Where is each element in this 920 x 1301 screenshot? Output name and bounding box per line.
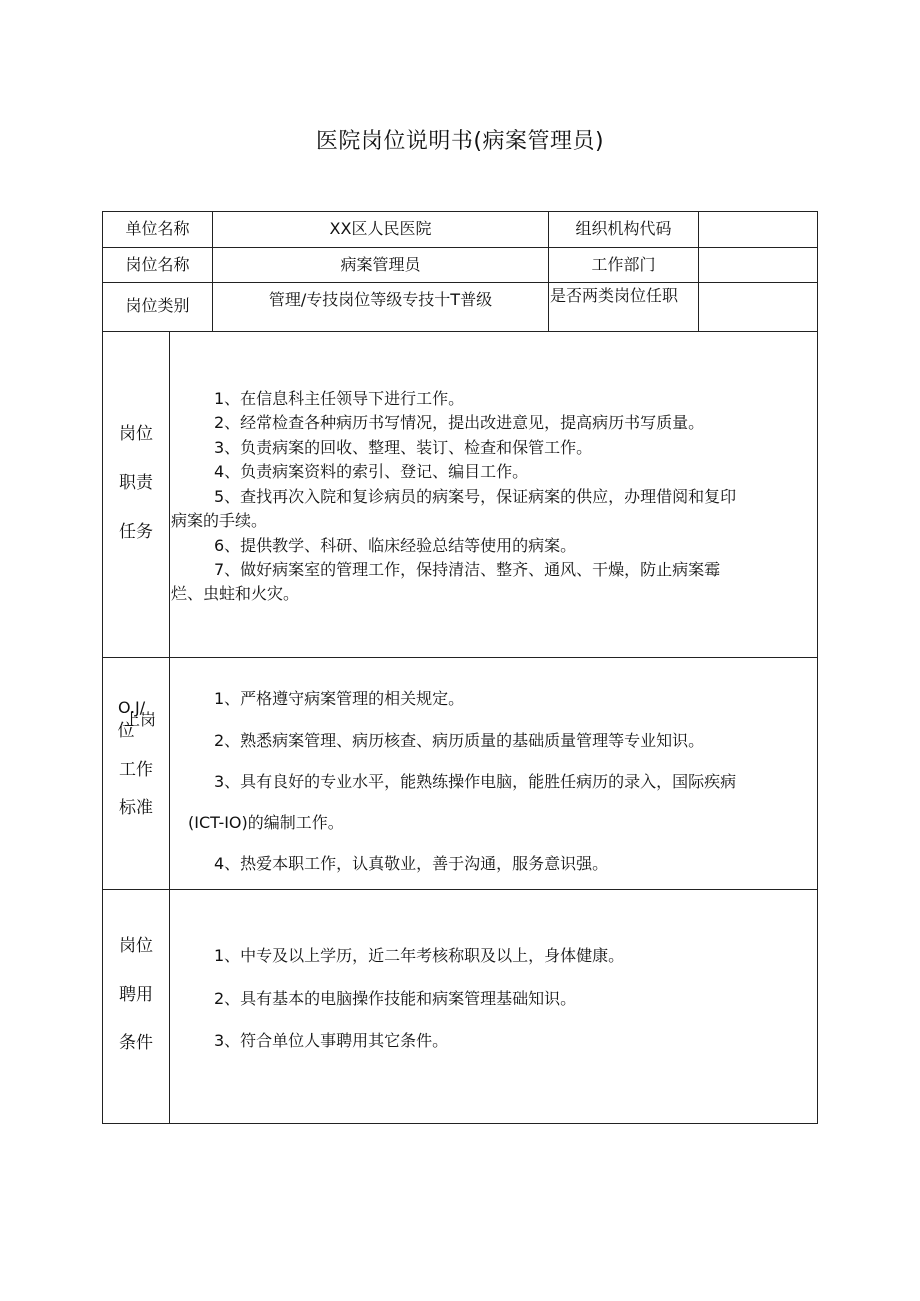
duty-item: 5、查找再次入院和复诊病员的病案号，保证病案的供应，办理借阅和复印 bbox=[214, 487, 737, 506]
grid-line bbox=[698, 211, 699, 331]
grid-line bbox=[102, 282, 818, 283]
standard-item: 4、热爱本职工作，认真敬业，善于沟通，服务意识强。 bbox=[214, 854, 609, 873]
requirement-item: 1、中专及以上学历，近二年考核称职及以上，身体健康。 bbox=[214, 946, 625, 965]
standards-label-line: 位 bbox=[117, 721, 135, 741]
standards-label-line: 标准 bbox=[119, 798, 153, 818]
dual-post-label: 是否两类岗位任职 bbox=[550, 286, 679, 305]
dept-label: 工作部门 bbox=[591, 255, 656, 274]
standard-item: 3、具有良好的专业水平，能熟练操作电脑，能胜任病历的录入，国际疾病 bbox=[214, 772, 737, 791]
requirement-item: 2、具有基本的电脑操作技能和病案管理基础知识。 bbox=[214, 989, 577, 1008]
duty-item: 6、提供教学、科研、临床经验总结等使用的病案。 bbox=[214, 536, 577, 555]
grid-line bbox=[102, 657, 818, 658]
duty-item-continued: 烂、虫蛀和火灾。 bbox=[171, 584, 300, 603]
grid-line bbox=[102, 1123, 818, 1124]
grid-line bbox=[102, 889, 818, 890]
duties-label-line: 任务 bbox=[119, 522, 153, 542]
standards-label-overlay: 上岗 bbox=[124, 710, 157, 729]
standards-label-line: 工作 bbox=[119, 760, 153, 780]
requirements-label-line: 条件 bbox=[119, 1033, 153, 1053]
requirement-item: 3、符合单位人事聘用其它条件。 bbox=[214, 1031, 449, 1050]
post-name-label: 岗位名称 bbox=[125, 255, 190, 274]
unit-name-value: XX区人民医院 bbox=[329, 219, 432, 238]
grid-line bbox=[102, 247, 818, 248]
requirements-label-line: 聘用 bbox=[119, 985, 153, 1005]
document-title: 医院岗位说明书(病案管理员) bbox=[315, 129, 605, 154]
duties-label-line: 岗位 bbox=[119, 424, 153, 444]
grid-line bbox=[102, 331, 818, 332]
duty-item: 7、做好病案室的管理工作，保持清洁、整齐、通风、干燥，防止病案霉 bbox=[214, 560, 721, 579]
standards-label-garbled: O.J/ bbox=[118, 698, 146, 717]
post-name-value: 病案管理员 bbox=[340, 255, 421, 274]
duties-label-line: 职责 bbox=[119, 473, 153, 493]
grid-line bbox=[817, 211, 818, 1124]
duty-item: 1、在信息科主任领导下进行工作。 bbox=[214, 389, 465, 408]
unit-name-label: 单位名称 bbox=[125, 219, 190, 238]
org-code-label: 组织机构代码 bbox=[575, 219, 672, 238]
duty-item-continued: 病案的手续。 bbox=[171, 511, 268, 530]
grid-line bbox=[102, 211, 818, 212]
duty-item: 3、负责病案的回收、整理、装订、检查和保管工作。 bbox=[214, 438, 593, 457]
standard-item-continued: (ICT-IO)的编制工作。 bbox=[188, 813, 344, 832]
post-type-value: 管理/专技岗位等级专技十T普级 bbox=[268, 290, 493, 309]
duty-item: 2、经常检查各种病历书写情况，提出改进意见，提高病历书写质量。 bbox=[214, 413, 705, 432]
post-type-label: 岗位类别 bbox=[125, 296, 190, 315]
standard-item: 1、严格遵守病案管理的相关规定。 bbox=[214, 689, 465, 708]
duty-item: 4、负责病案资料的索引、登记、编目工作。 bbox=[214, 462, 529, 481]
requirements-label-line: 岗位 bbox=[119, 936, 153, 956]
standard-item: 2、熟悉病案管理、病历核查、病历质量的基础质量管理等专业知识。 bbox=[214, 731, 705, 750]
grid-line bbox=[169, 331, 170, 1123]
